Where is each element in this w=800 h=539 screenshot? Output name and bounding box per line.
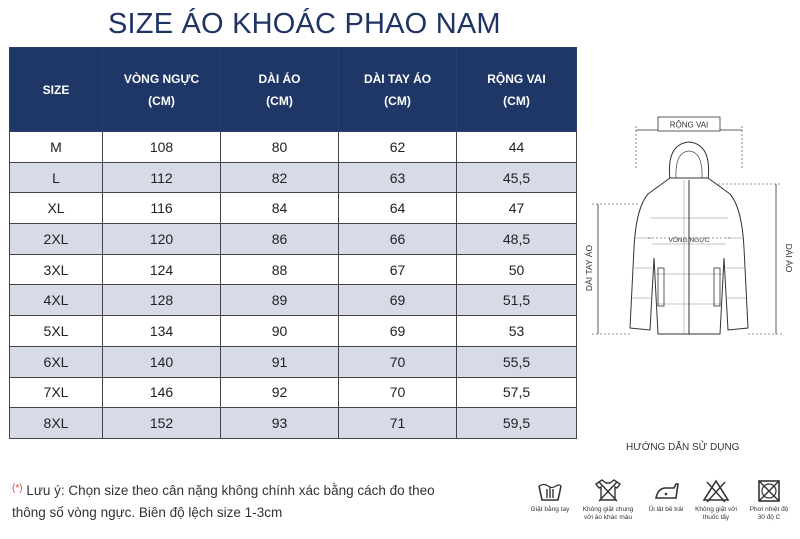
header-size: SIZE [10,48,103,132]
table-row [10,316,577,347]
header-length: DÀI ÁO (CM) [221,48,339,132]
header-sleeve: DÀI TAY ÁO (CM) [339,48,457,132]
table-cell: 44 [457,132,577,163]
table-cell: 70 [339,346,457,377]
table-cell: L [10,162,103,193]
header-chest: VÒNG NGỰC (CM) [103,48,221,132]
care-item-no-bleach: Không giặt với thuốc tẩy [686,478,746,522]
table-row [10,408,577,439]
table-cell: 91 [221,346,339,377]
no-wash-with-others-icon [593,478,623,504]
table-cell: XL [10,193,103,224]
table-cell: 120 [103,224,221,255]
table-row [10,224,577,255]
table-cell: 134 [103,316,221,347]
table-cell: 108 [103,132,221,163]
table-cell: 86 [221,224,339,255]
care-item-no-tumble-dry: Phơi nhiệt độ 30 độ C [739,478,799,522]
table-cell: 47 [457,193,577,224]
table-cell: 64 [339,193,457,224]
table-cell: 90 [221,316,339,347]
table-cell: 112 [103,162,221,193]
size-table [9,47,577,439]
table-cell: 50 [457,254,577,285]
table-cell: 57,5 [457,377,577,408]
care-item-hand-wash: Giặt bằng tay [520,478,580,514]
table-cell: 7XL [10,377,103,408]
table-cell: 62 [339,132,457,163]
sleeve-label: DÀI TAY ÁO [584,244,594,292]
table-row [10,254,577,285]
table-cell: 152 [103,408,221,439]
guide-title: HƯỚNG DẪN SỬ DỤNG [626,442,740,453]
care-item-iron: Ủi lật bề trái [636,478,696,514]
table-cell: 67 [339,254,457,285]
table-cell: 55,5 [457,346,577,377]
table-cell: 5XL [10,316,103,347]
table-cell: 69 [339,285,457,316]
table-cell: 51,5 [457,285,577,316]
table-cell: 93 [221,408,339,439]
table-cell: 2XL [10,224,103,255]
table-cell: 45,5 [457,162,577,193]
table-cell: 4XL [10,285,103,316]
note-star: (*) [12,483,23,494]
table-cell: 140 [103,346,221,377]
table-row [10,285,577,316]
table-cell: 69 [339,316,457,347]
table-cell: 70 [339,377,457,408]
shoulder-label: RỘNG VAI [669,120,709,130]
no-bleach-icon [702,478,730,504]
care-item-separate-wash: Không giặt chung với áo khác màu [578,478,638,522]
table-cell: 124 [103,254,221,285]
table-cell: M [10,132,103,163]
table-cell: 3XL [10,254,103,285]
table-cell: 116 [103,193,221,224]
chest-label: VÒNG NGỰC [668,237,710,244]
table-row [10,346,577,377]
length-label: DÀI ÁO [784,243,794,273]
table-cell: 6XL [10,346,103,377]
table-cell: 146 [103,377,221,408]
table-cell: 8XL [10,408,103,439]
table-cell: 48,5 [457,224,577,255]
table-row [10,193,577,224]
table-row [10,377,577,408]
table-cell: 66 [339,224,457,255]
hand-wash-icon [536,478,564,504]
iron-icon [652,478,680,504]
table-cell: 88 [221,254,339,285]
size-note [12,480,512,524]
note-line-1: Lưu ý: Chọn size theo cân nặng không chính xác bằng cách đo theo [26,483,435,498]
table-row [10,132,577,163]
table-cell: 84 [221,193,339,224]
jacket-diagram [578,108,800,354]
table-cell: 63 [339,162,457,193]
table-cell: 128 [103,285,221,316]
header-shoulder: RỘNG VAI (CM) [457,48,577,132]
table-cell: 92 [221,377,339,408]
page-title: SIZE ÁO KHOÁC PHAO NAM [108,8,501,40]
table-cell: 59,5 [457,408,577,439]
no-tumble-dry-icon [755,478,783,504]
table-header-row [10,48,577,132]
table-cell: 89 [221,285,339,316]
table-cell: 80 [221,132,339,163]
table-cell: 71 [339,408,457,439]
table-cell: 82 [221,162,339,193]
table-cell: 53 [457,316,577,347]
table-row [10,162,577,193]
note-line-2: thông số vòng ngực. Biên độ lệch size 1-3cm [12,505,283,520]
